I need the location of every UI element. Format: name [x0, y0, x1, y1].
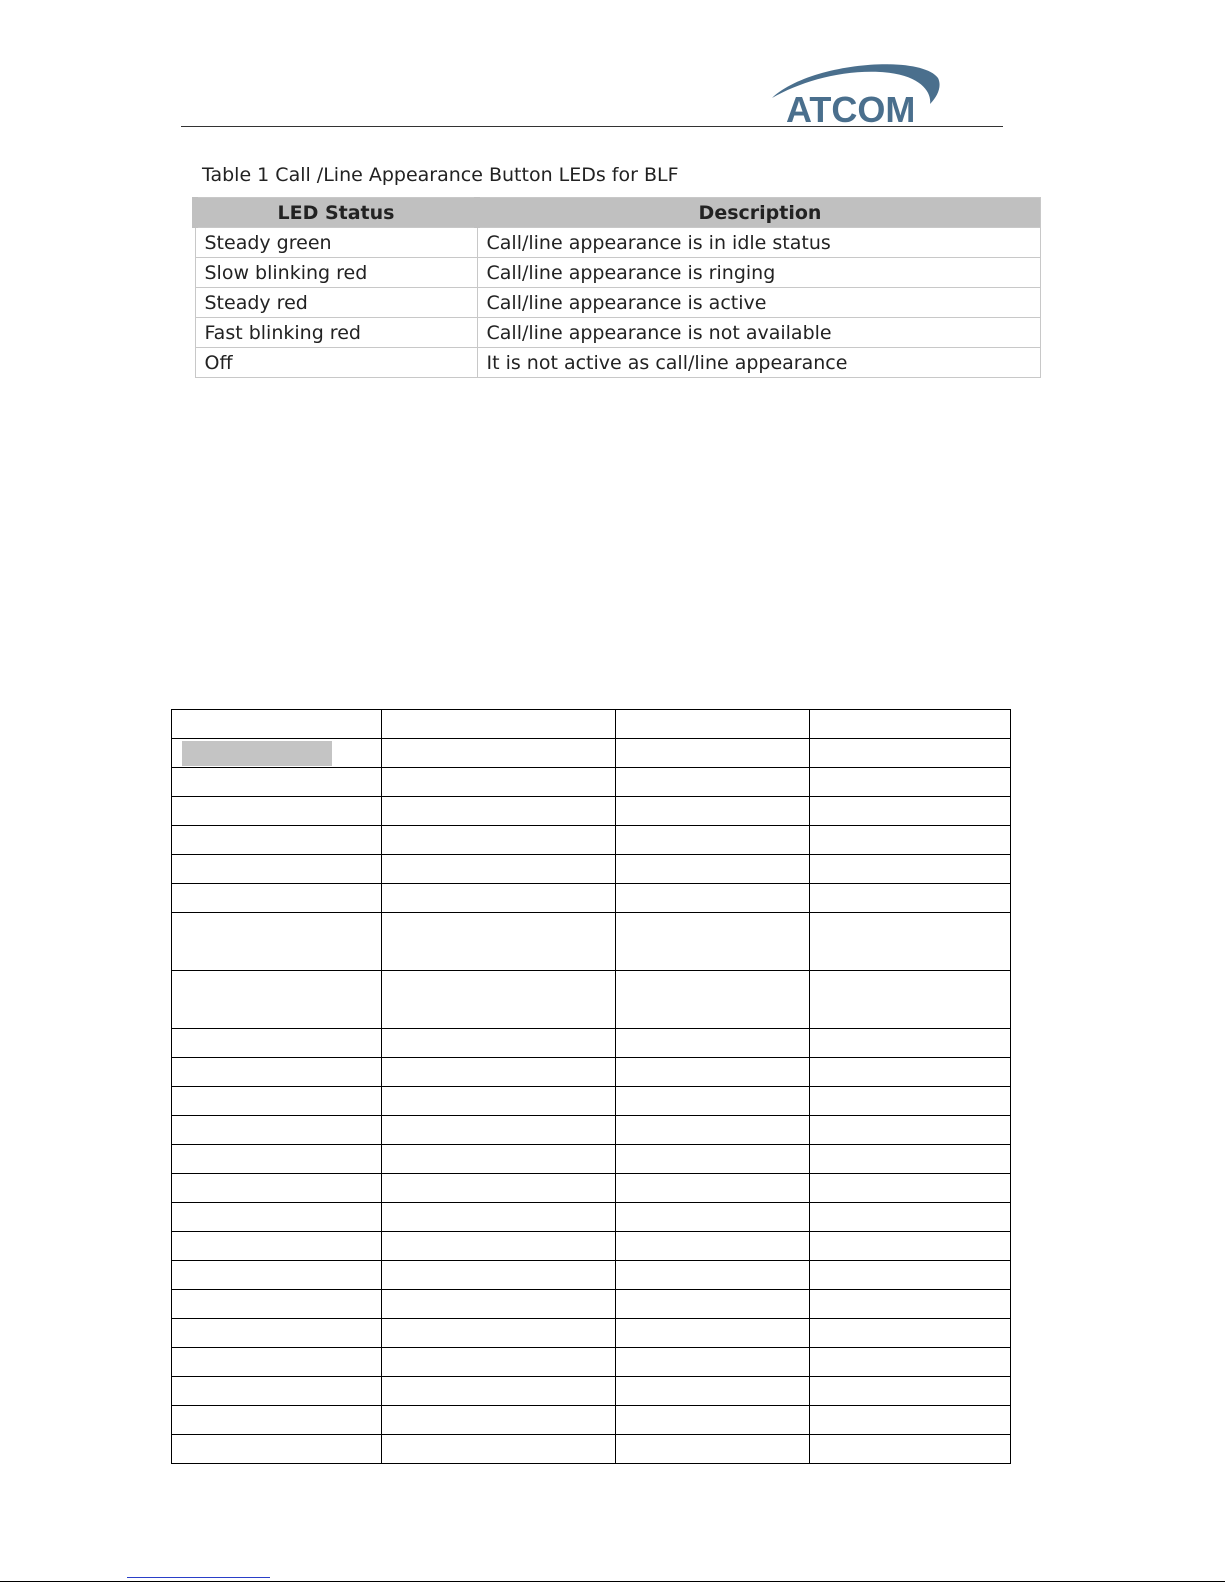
header-divider	[181, 126, 1003, 127]
description-cell: Call/line appearance is ringing	[477, 258, 1041, 288]
led-status-cell: Steady red	[195, 288, 477, 318]
grid-cell	[810, 797, 1011, 826]
grid-cell	[615, 884, 810, 913]
grid-cell	[615, 1406, 810, 1435]
grid-cell	[381, 768, 615, 797]
grid-row	[172, 1058, 1011, 1087]
grid-cell	[810, 913, 1011, 971]
empty-grid-table	[171, 709, 1011, 1464]
grid-cell	[615, 1290, 810, 1319]
grid-cell	[810, 1290, 1011, 1319]
grid-cell	[615, 1174, 810, 1203]
grid-row	[172, 1348, 1011, 1377]
grid-cell	[810, 1232, 1011, 1261]
grid-cell	[381, 1435, 615, 1464]
table-header-row	[195, 198, 1041, 228]
grid-cell	[172, 884, 382, 913]
grid-row	[172, 710, 1011, 739]
grid-cell	[381, 710, 615, 739]
atcom-logo	[770, 60, 950, 130]
grid-cell	[810, 1435, 1011, 1464]
grid-cell	[615, 1029, 810, 1058]
grid-cell	[615, 913, 810, 971]
description-cell: Call/line appearance is not available	[477, 318, 1041, 348]
description-cell: Call/line appearance is active	[477, 288, 1041, 318]
grid-cell	[381, 1203, 615, 1232]
grid-row	[172, 1145, 1011, 1174]
grid-cell	[172, 1348, 382, 1377]
grid-row	[172, 739, 1011, 768]
grid-cell	[615, 1319, 810, 1348]
grid-cell	[381, 739, 615, 768]
grid-cell	[172, 1261, 382, 1290]
grid-row	[172, 826, 1011, 855]
grid-cell	[172, 1406, 382, 1435]
grid-cell	[381, 1029, 615, 1058]
description-cell: It is not active as call/line appearance	[477, 348, 1041, 378]
grid-cell	[381, 1348, 615, 1377]
grid-cell	[381, 1406, 615, 1435]
grid-cell	[381, 1116, 615, 1145]
grid-row	[172, 1232, 1011, 1261]
grid-cell	[810, 1348, 1011, 1377]
grid-row	[172, 1174, 1011, 1203]
grid-cell	[381, 855, 615, 884]
grid-cell	[615, 739, 810, 768]
grid-cell	[615, 1348, 810, 1377]
grid-cell	[381, 1319, 615, 1348]
led-status-table	[192, 197, 1041, 378]
grid-cell	[810, 826, 1011, 855]
grid-cell	[381, 1377, 615, 1406]
grid-row	[172, 1290, 1011, 1319]
grid-cell	[381, 1145, 615, 1174]
grid-cell	[172, 1319, 382, 1348]
led-status-cell: Steady green	[195, 228, 477, 258]
grid-cell	[615, 855, 810, 884]
grid-cell	[172, 826, 382, 855]
column-header-led-status: LED Status	[195, 198, 477, 228]
grid-cell	[381, 913, 615, 971]
grid-row	[172, 1261, 1011, 1290]
grid-cell	[810, 768, 1011, 797]
grid-cell	[810, 1406, 1011, 1435]
table-row	[195, 258, 1041, 288]
grid-cell	[172, 1232, 382, 1261]
grid-row	[172, 971, 1011, 1029]
grid-cell	[810, 884, 1011, 913]
grid-cell	[615, 710, 810, 739]
grid-cell	[615, 1116, 810, 1145]
grid-cell	[172, 1203, 382, 1232]
grid-row	[172, 1029, 1011, 1058]
grid-row	[172, 913, 1011, 971]
grid-cell	[381, 1290, 615, 1319]
grid-cell	[381, 971, 615, 1029]
grid-cell	[810, 710, 1011, 739]
table-row	[195, 288, 1041, 318]
grid-cell	[615, 1232, 810, 1261]
led-status-cell: Slow blinking red	[195, 258, 477, 288]
grid-cell	[172, 855, 382, 884]
grid-row	[172, 1377, 1011, 1406]
grid-cell	[615, 1261, 810, 1290]
grid-row	[172, 855, 1011, 884]
grid-cell	[172, 1377, 382, 1406]
grid-cell	[172, 1435, 382, 1464]
grid-cell	[615, 1435, 810, 1464]
grid-cell	[381, 1058, 615, 1087]
grid-row	[172, 1406, 1011, 1435]
grid-cell	[172, 1087, 382, 1116]
grid-cell	[381, 884, 615, 913]
grid-cell	[810, 971, 1011, 1029]
grid-row	[172, 884, 1011, 913]
grid-cell	[172, 710, 382, 739]
table-row	[195, 318, 1041, 348]
grid-cell	[615, 1058, 810, 1087]
grid-cell	[615, 1203, 810, 1232]
grid-cell	[810, 1087, 1011, 1116]
grid-row	[172, 768, 1011, 797]
grid-cell	[615, 971, 810, 1029]
table-row	[195, 228, 1041, 258]
grid-cell	[172, 971, 382, 1029]
led-status-cell: Off	[195, 348, 477, 378]
grid-cell	[381, 797, 615, 826]
grid-cell	[810, 1029, 1011, 1058]
grid-cell	[615, 1087, 810, 1116]
grid-cell	[810, 855, 1011, 884]
grid-cell	[810, 1058, 1011, 1087]
grid-cell	[172, 797, 382, 826]
table-caption: Table 1 Call /Line Appearance Button LEDs for BLF	[202, 164, 679, 186]
grid-cell	[615, 1377, 810, 1406]
grid-cell	[381, 1232, 615, 1261]
table-row	[195, 348, 1041, 378]
logo-text: ATCOM	[786, 89, 916, 130]
grid-cell	[615, 797, 810, 826]
grid-cell	[381, 1174, 615, 1203]
grid-cell	[810, 1116, 1011, 1145]
grid-cell	[172, 1145, 382, 1174]
footer-link-underline	[127, 1577, 270, 1578]
grid-row	[172, 1435, 1011, 1464]
grid-cell	[172, 1174, 382, 1203]
led-status-cell: Fast blinking red	[195, 318, 477, 348]
grid-cell	[810, 1377, 1011, 1406]
grid-row	[172, 1203, 1011, 1232]
column-header-description: Description	[477, 198, 1041, 228]
grid-cell	[172, 739, 382, 768]
grid-cell	[810, 1261, 1011, 1290]
grid-cell	[615, 826, 810, 855]
grid-row	[172, 1116, 1011, 1145]
grid-cell	[172, 1116, 382, 1145]
grid-cell	[172, 1290, 382, 1319]
grid-cell	[810, 739, 1011, 768]
grid-cell	[810, 1203, 1011, 1232]
gray-highlight-block	[182, 741, 332, 766]
grid-cell	[615, 768, 810, 797]
logo-swoosh-icon	[770, 60, 950, 130]
grid-cell	[810, 1145, 1011, 1174]
footer-divider	[0, 1581, 1225, 1582]
grid-cell	[172, 1058, 382, 1087]
grid-cell	[615, 1145, 810, 1174]
description-cell: Call/line appearance is in idle status	[477, 228, 1041, 258]
grid-cell	[810, 1174, 1011, 1203]
grid-row	[172, 1319, 1011, 1348]
grid-cell	[381, 826, 615, 855]
grid-cell	[381, 1261, 615, 1290]
grid-cell	[172, 768, 382, 797]
grid-cell	[172, 913, 382, 971]
grid-cell	[810, 1319, 1011, 1348]
grid-row	[172, 797, 1011, 826]
grid-cell	[172, 1029, 382, 1058]
grid-row	[172, 1087, 1011, 1116]
grid-cell	[381, 1087, 615, 1116]
